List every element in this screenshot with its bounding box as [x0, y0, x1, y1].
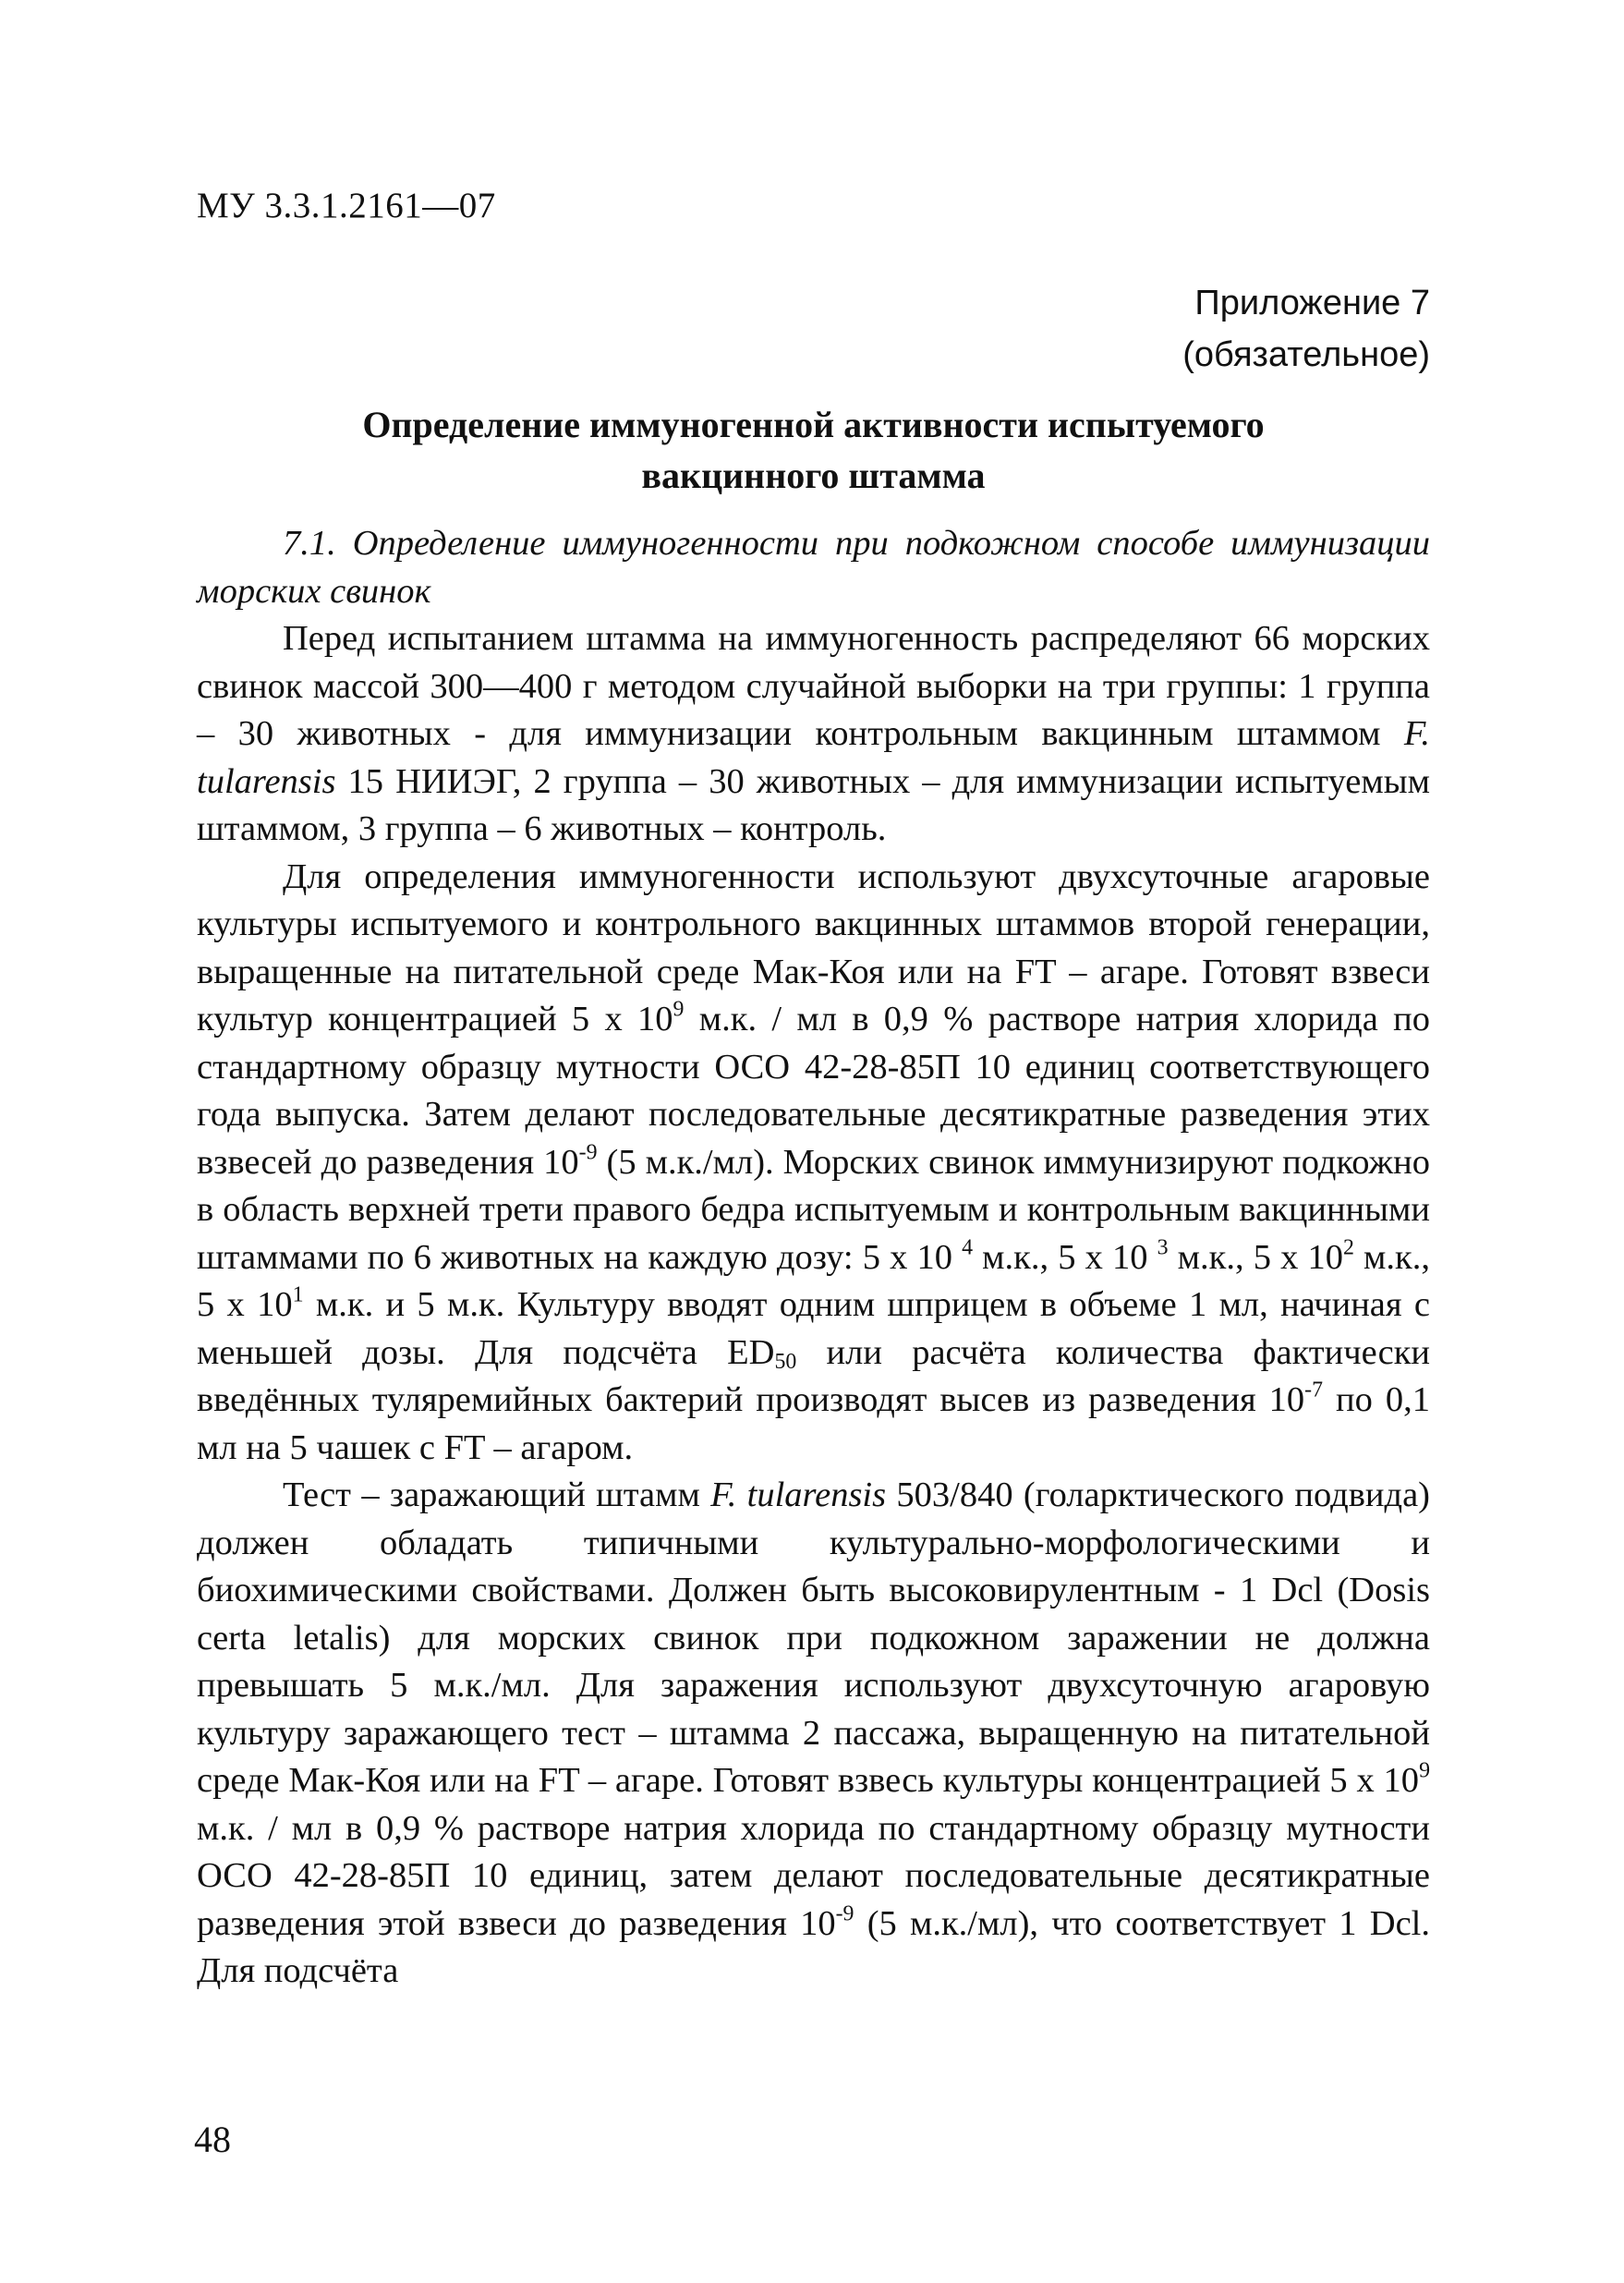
- text-run: 15 НИИЭГ, 2 группа – 30 животных – для иммунизации испытуемым штаммом, 3 группа – 6 животных – контроль.: [197, 761, 1430, 848]
- text-run: или расчёта количества фактически введённых туляремийных бактерий производят высев из разведения 10: [197, 1332, 1431, 1419]
- appendix-status: (обязательное): [1182, 335, 1430, 374]
- body-text: [197, 520, 1430, 1996]
- species-name: F. tularensis: [197, 714, 1430, 801]
- section-title-line-1: Определение иммуногенной активности испытуемого: [362, 404, 1265, 445]
- text-run: Перед испытанием штамма на иммуногенность распределяют 66 морских свинок массой 300—400 г методом случайной выборки на три группы: 1 группа – 30 животных - для иммунизации контрольным вакцинным штаммом: [197, 619, 1430, 753]
- exponent: 2: [1343, 1235, 1354, 1259]
- exponent: -9: [578, 1140, 598, 1164]
- exponent: 4: [962, 1235, 974, 1259]
- paragraph-groups: [197, 615, 1430, 854]
- exponent: -7: [1304, 1378, 1324, 1403]
- text-run: м.к. / мл в 0,9 % растворе натрия хлорида по стандартному образцу мутности ОСО 42-28-85П 10 единиц, затем делают последовательные десятикратные разведения этой взвеси до разведения 10: [197, 1808, 1430, 1943]
- document-code: МУ 3.3.1.2161—07: [197, 186, 496, 225]
- paragraph-challenge-strain: [197, 1472, 1430, 1996]
- text-run: Для определения иммуногенности используют двухсуточные агаровые культуры испытуемого и контрольного вакцинных штаммов второй генерации, выращенные на питательной среде Мак-Коя или на FT – агаре. Готовят взвеси культур концентрацией 5 х 10: [197, 856, 1430, 1038]
- text-run: Тест – заражающий штамм: [283, 1475, 711, 1514]
- page-number: 48: [194, 2119, 231, 2160]
- text-run: м.к., 5 х 10: [1168, 1237, 1343, 1277]
- species-name: F. tularensis: [710, 1475, 887, 1514]
- appendix-label: [1182, 277, 1430, 381]
- exponent: 3: [1157, 1235, 1169, 1259]
- text-run: м.к. и 5 м.к. Культуру вводят одним шприцем в объеме 1 мл, начиная с меньшей дозы. Для подсчёта ED: [197, 1285, 1430, 1372]
- text-run: по 0,1 мл на 5 чашек с FT – агаром.: [197, 1380, 1430, 1467]
- text-run: (5 м.к./мл), что соответствует 1 Dcl. Для подсчёта: [197, 1903, 1430, 1990]
- text-run: 503/840 (голарктического подвида) должен обладать типичными культурально-морфологическими и биохимическими свойствами. Должен быть высоковирулентным - 1 Dcl (Dosis certa letalis) для морских свинок при подкожном заражении не должна превышать 5 м.к./мл. Для заражения используют двухсуточную агаровую культуру заражающего тест – штамма 2 пассажа, выращенную на питательной среде Мак-Коя или на FT – агаре. Готовят взвесь культуры концентрацией 5 х 10: [197, 1475, 1430, 1800]
- exponent: 9: [673, 997, 685, 1022]
- section-title: [197, 399, 1430, 501]
- text-run: м.к., 5 х 10: [197, 1237, 1431, 1324]
- text-run: (5 м.к./мл). Морских свинок иммунизируют подкожно в область верхней трети правого бедра испытуемым и контрольным вакцинными штаммами по 6 животных на каждую дозу: 5 х 10: [197, 1142, 1430, 1277]
- text-run: м.к. / мл в 0,9 % растворе натрия хлорида по стандартному образцу мутности ОСО 42-28-85П 10 единиц соответствующего года выпуска. Затем делают последовательные десятикратные разведения этих взвесей до разведения 10: [197, 1000, 1430, 1182]
- subscript: 50: [774, 1349, 797, 1374]
- exponent: 9: [1419, 1758, 1430, 1783]
- appendix-number: Приложение 7: [1194, 284, 1430, 322]
- subsection-heading: 7.1. Определение иммуногенности при подкожном способе иммунизации морских свинок: [197, 524, 1430, 611]
- paragraph-immunization: [197, 854, 1430, 1473]
- exponent: -9: [835, 1901, 854, 1925]
- exponent: 1: [292, 1282, 304, 1307]
- section-title-line-2: вакцинного штамма: [641, 455, 986, 496]
- text-run: м.к., 5 х 10: [973, 1237, 1157, 1277]
